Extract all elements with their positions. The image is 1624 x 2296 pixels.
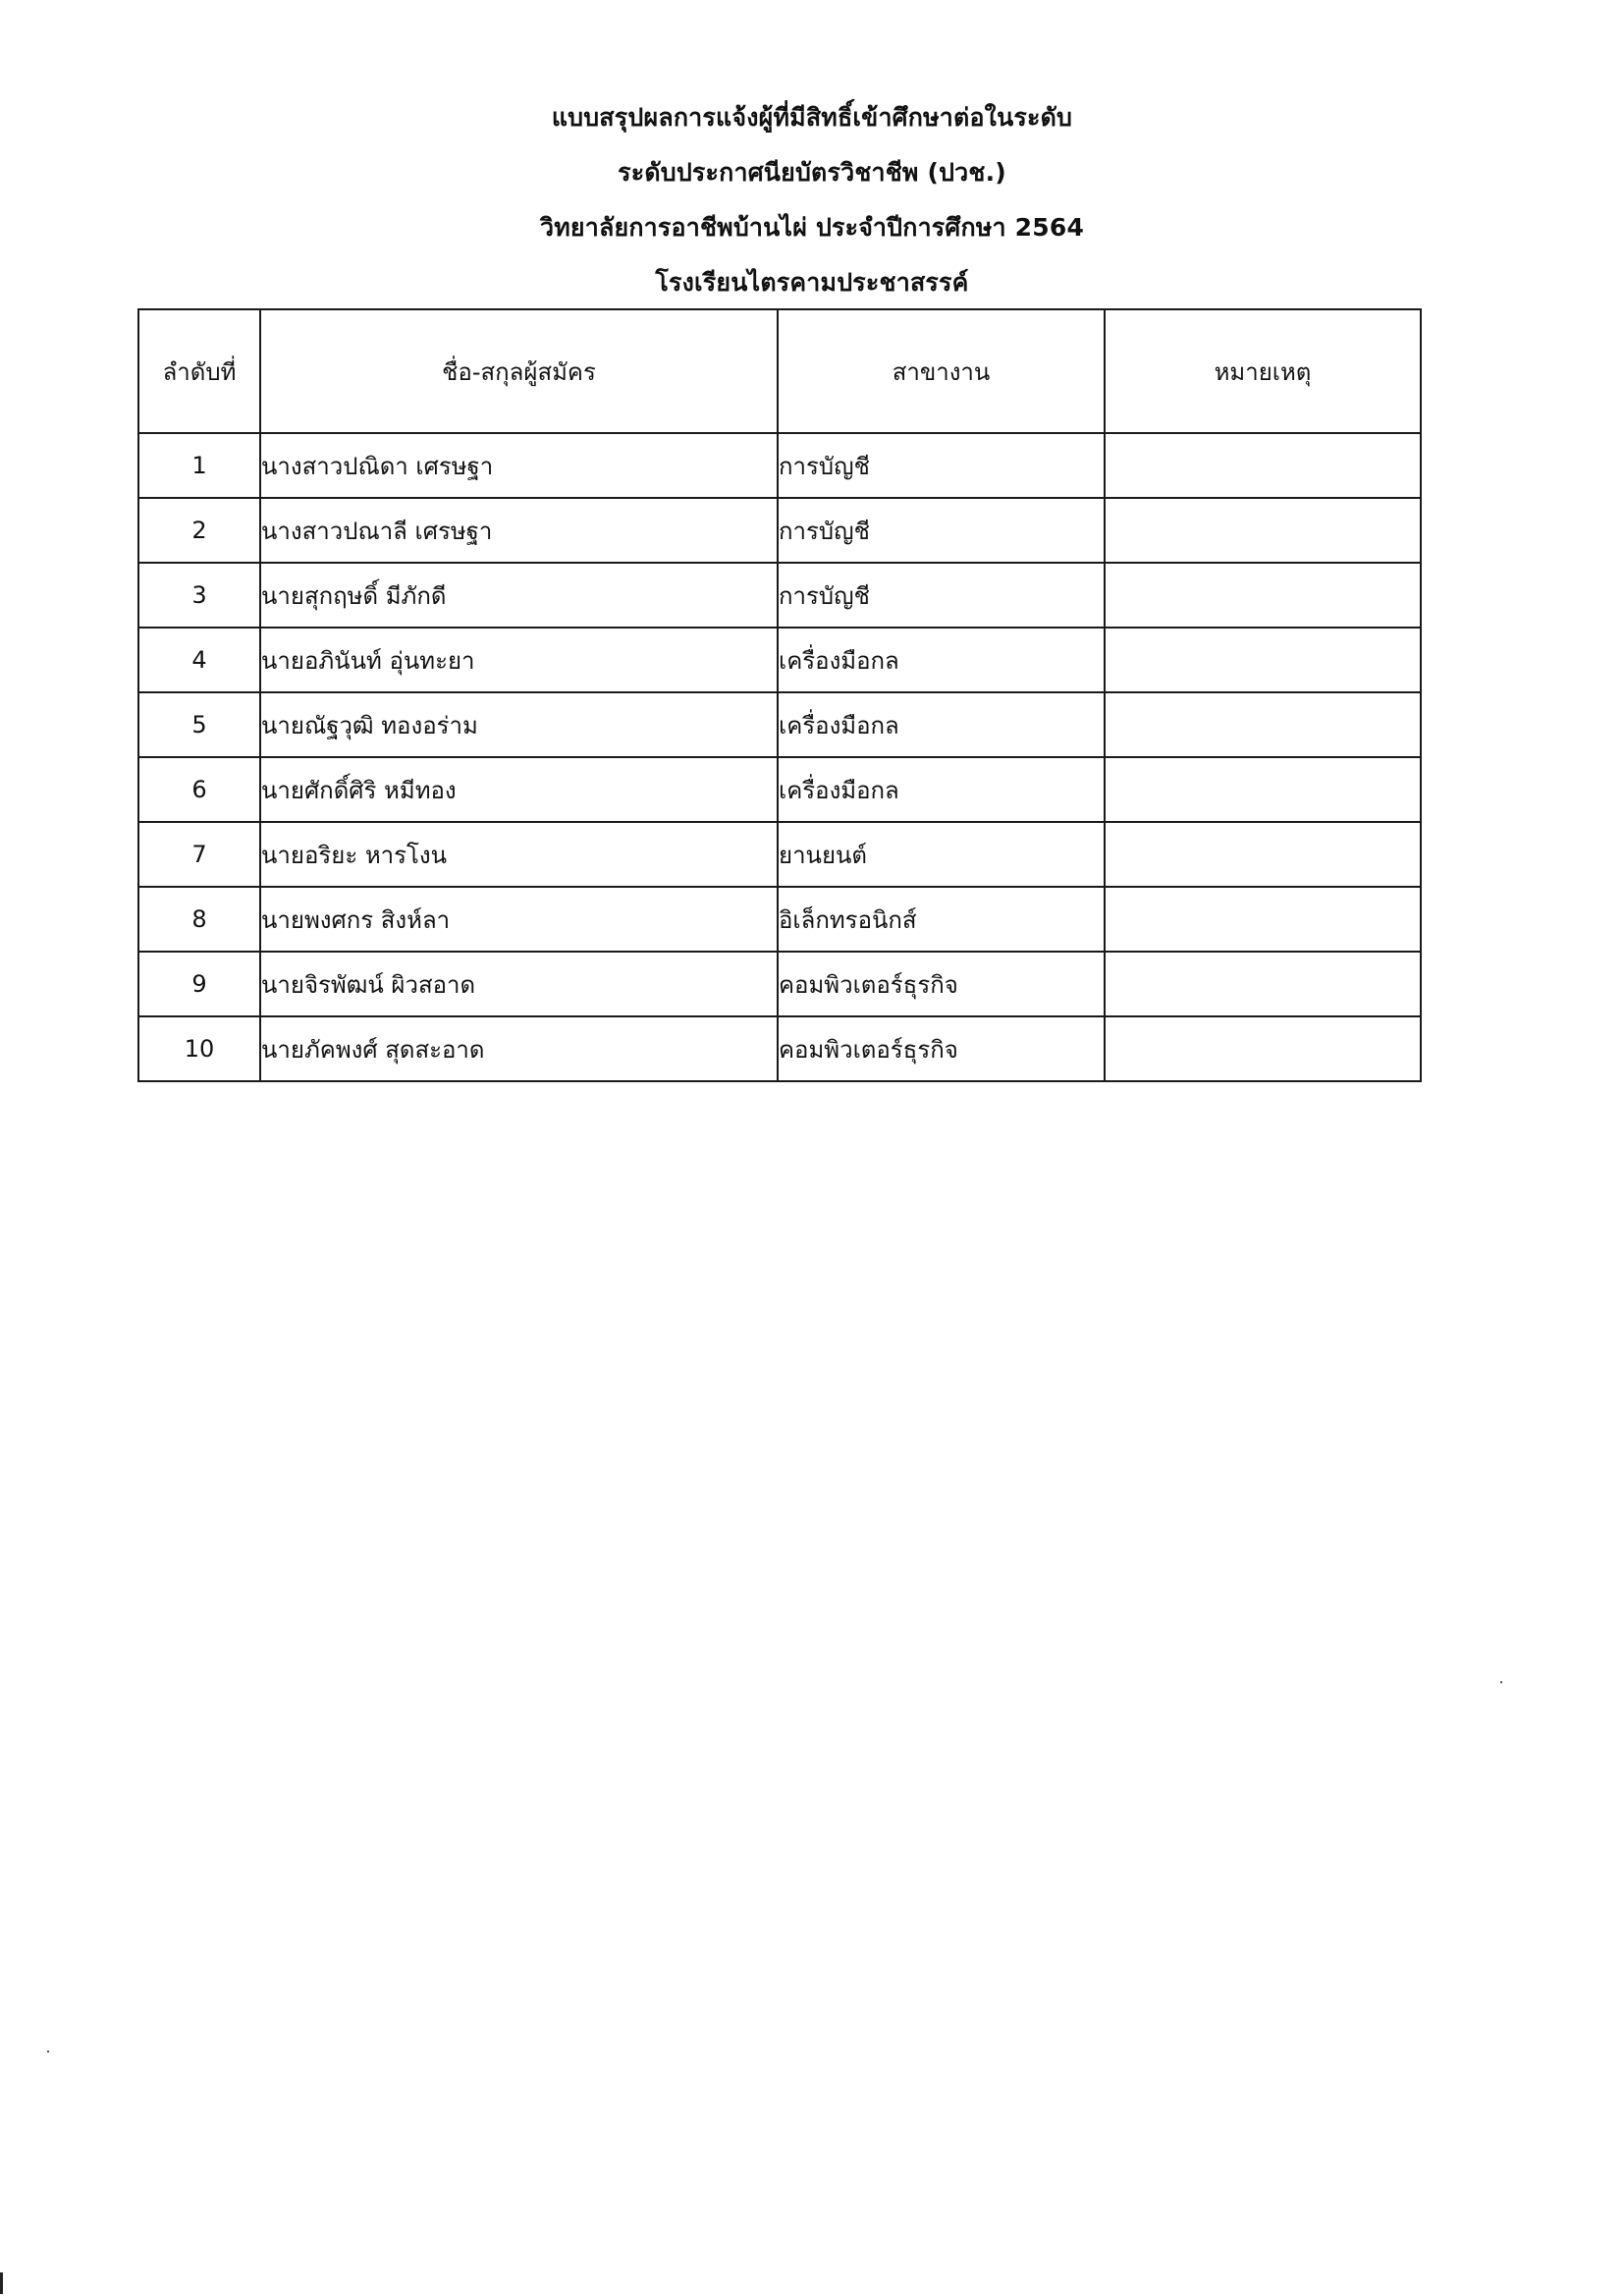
applicant-name: นายศักดิ์ศิริ หมีทอง — [260, 757, 778, 822]
applicant-name: นายพงศกร สิงห์ลา — [260, 887, 778, 952]
title-line-3: วิทยาลัยการอาชีพบ้านไผ่ ประจำปีการศึกษา 2564 — [539, 213, 1085, 242]
table-row — [138, 952, 1421, 1016]
major-name: การบัญชี — [778, 563, 1105, 628]
row-number: 3 — [138, 563, 260, 628]
applicant-name: นายภัคพงศ์ สุดสะอาด — [260, 1016, 778, 1081]
row-number: 5 — [138, 692, 260, 757]
note-cell — [1105, 563, 1421, 628]
applicant-name: นายสุกฤษดิ์ มีภักดี — [260, 563, 778, 628]
major-name: ยานยนต์ — [778, 822, 1105, 887]
document-header — [0, 90, 1624, 310]
major-name: การบัญชี — [778, 433, 1105, 498]
note-cell — [1105, 757, 1421, 822]
table-row — [138, 692, 1421, 757]
row-number: 7 — [138, 822, 260, 887]
note-cell — [1105, 498, 1421, 563]
major-name: เครื่องมือกล — [778, 757, 1105, 822]
table-row — [138, 1016, 1421, 1081]
note-cell — [1105, 887, 1421, 952]
note-cell — [1105, 952, 1421, 1016]
table-row — [138, 757, 1421, 822]
applicant-table — [137, 308, 1422, 1082]
row-number: 9 — [138, 952, 260, 1016]
row-number: 2 — [138, 498, 260, 563]
applicant-name: นางสาวปณิดา เศรษฐา — [260, 433, 778, 498]
scan-edge-mark — [0, 2272, 3, 2294]
column-header-name: ชื่อ-สกุลผู้สมัคร — [260, 309, 778, 433]
note-cell — [1105, 433, 1421, 498]
title-line-1: แบบสรุปผลการแจ้งผู้ที่มีสิทธิ์เข้าศึกษาต่อในระดับ — [551, 103, 1073, 132]
title-line-2: ระดับประกาศนียบัตรวิชาชีพ (ปวช.) — [618, 158, 1006, 187]
applicant-name: นายอภินันท์ อุ่นทะยา — [260, 628, 778, 692]
column-header-number: ลำดับที่ — [138, 309, 260, 433]
applicant-name: นายณัฐวุฒิ ทองอร่าม — [260, 692, 778, 757]
table-row — [138, 563, 1421, 628]
major-name: คอมพิวเตอร์ธุรกิจ — [778, 1016, 1105, 1081]
major-name: การบัญชี — [778, 498, 1105, 563]
note-cell — [1105, 1016, 1421, 1081]
scan-speck — [1500, 1681, 1502, 1683]
applicant-name: นายจิรพัฒน์ ผิวสอาด — [260, 952, 778, 1016]
column-header-note: หมายเหตุ — [1105, 309, 1421, 433]
row-number: 6 — [138, 757, 260, 822]
table-row — [138, 887, 1421, 952]
row-number: 4 — [138, 628, 260, 692]
scan-speck — [47, 2050, 49, 2052]
table-row — [138, 822, 1421, 887]
table-header-row — [138, 309, 1421, 433]
table-row — [138, 433, 1421, 498]
major-name: เครื่องมือกล — [778, 628, 1105, 692]
note-cell — [1105, 692, 1421, 757]
row-number: 8 — [138, 887, 260, 952]
applicant-name: นายอริยะ หารโงน — [260, 822, 778, 887]
applicant-name: นางสาวปณาลี เศรษฐา — [260, 498, 778, 563]
note-cell — [1105, 822, 1421, 887]
note-cell — [1105, 628, 1421, 692]
major-name: เครื่องมือกล — [778, 692, 1105, 757]
table-row — [138, 628, 1421, 692]
row-number: 1 — [138, 433, 260, 498]
table-row — [138, 498, 1421, 563]
title-line-4: โรงเรียนไตรคามประชาสรรค์ — [655, 268, 969, 297]
row-number: 10 — [138, 1016, 260, 1081]
major-name: อิเล็กทรอนิกส์ — [778, 887, 1105, 952]
column-header-major: สาขางาน — [778, 309, 1105, 433]
major-name: คอมพิวเตอร์ธุรกิจ — [778, 952, 1105, 1016]
